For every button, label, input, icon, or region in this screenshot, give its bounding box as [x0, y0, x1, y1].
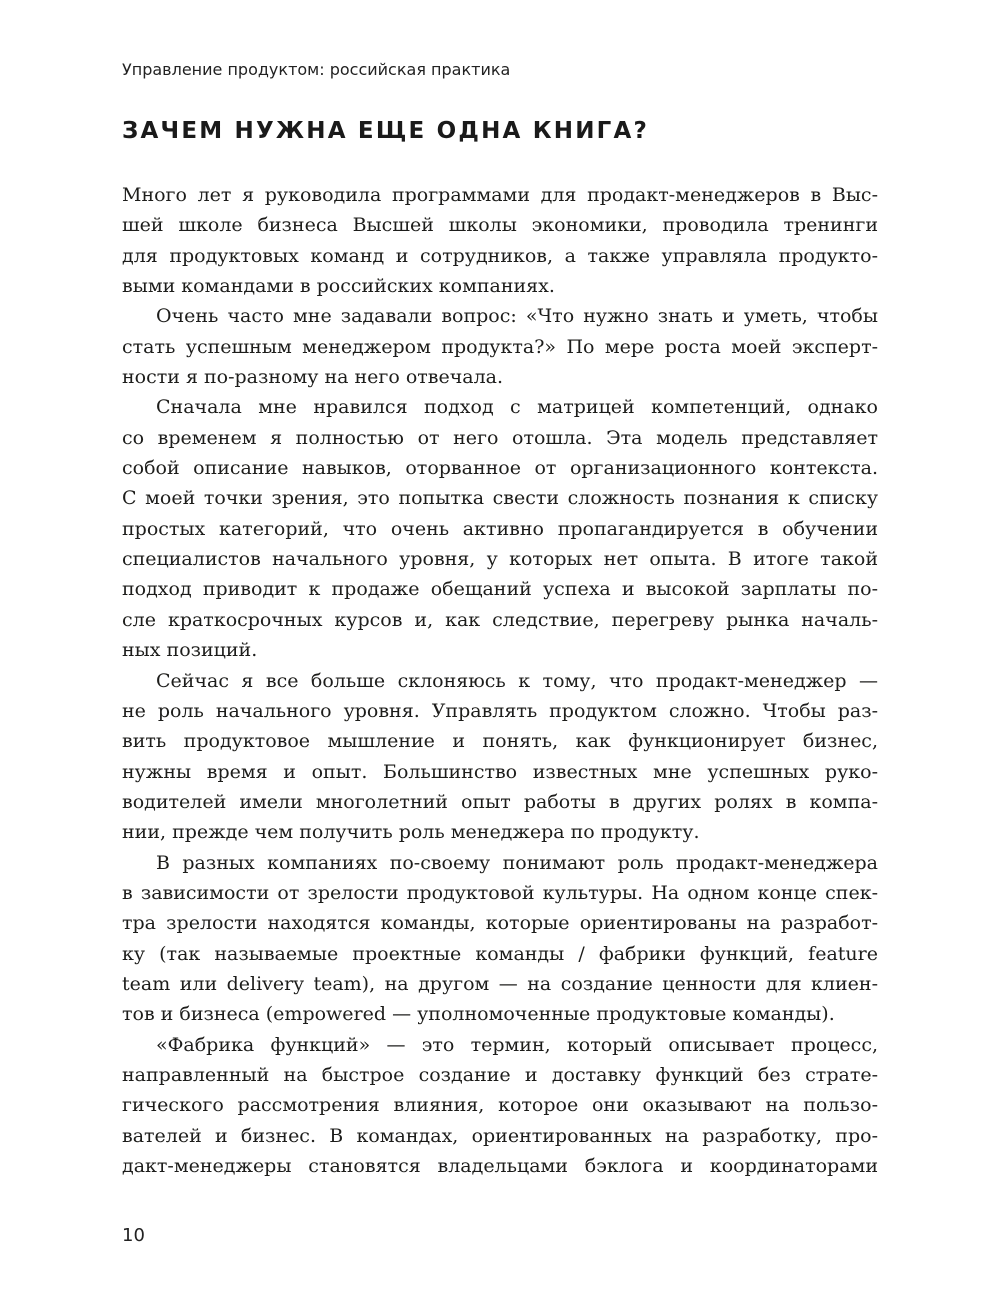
text-line: вить продуктовое мышление и понять, как функционирует бизнес,: [122, 730, 878, 753]
text-line: подход приводит к продаже обещаний успеха и высокой зарплаты по-: [122, 578, 878, 601]
text-line: С моей точки зрения, это попытка свести сложность познания к списку: [122, 487, 878, 510]
text-line: простых категорий, что очень активно пропагандируется в обучении: [122, 517, 878, 540]
text-line: для продуктовых команд и сотрудников, а также управляла продукто-: [122, 244, 878, 267]
text-line: Очень часто мне задавали вопрос: «Что нужно знать и уметь, чтобы: [156, 305, 878, 328]
text-line: дакт-менеджеры становятся владельцами бэклога и координаторами: [122, 1155, 878, 1177]
running-header: Управление продуктом: российская практика: [122, 60, 511, 79]
text-line: водителей имели многолетний опыт работы в других ролях в компа-: [122, 790, 878, 813]
text-line: сле краткосрочных курсов и, как следствие, перегреву рынка началь-: [122, 608, 878, 631]
text-line: вателей и бизнес. В командах, ориентированных на разработку, про-: [122, 1124, 878, 1147]
text-line: ных позиций.: [122, 639, 258, 662]
text-line: нужны время и опыт. Большинство известных мне успешных руко-: [122, 760, 878, 783]
text-line: специалистов начального уровня, у которых нет опыта. В итоге такой: [122, 548, 878, 571]
section-title: ЗАЧЕМ НУЖНА ЕЩЕ ОДНА КНИГА?: [122, 118, 650, 144]
paragraph: [122, 301, 878, 392]
text-line: тов и бизнеса (empowered — уполномоченные продуктовые команды).: [122, 1003, 835, 1026]
text-line: выми командами в российских компаниях.: [122, 275, 555, 298]
paragraph: [122, 848, 878, 1030]
text-line: направленный на быстрое создание и доставку функций без страте-: [122, 1063, 878, 1086]
text-line: Сейчас я все больше склоняюсь к тому, что продакт-менеджер —: [156, 669, 878, 692]
text-line: team или delivery team), на другом — на создание ценности для клиен-: [122, 972, 878, 995]
paragraph: [122, 666, 878, 848]
text-line: тра зрелости находятся команды, которые ориентированы на разработ-: [122, 912, 878, 935]
text-line: в зависимости от зрелости продуктовой культуры. На одном конце спек-: [122, 881, 878, 904]
text-line: ку (так называемые проектные команды / фабрики функций, feature: [122, 942, 878, 965]
text-line: стать успешным менеджером продукта?» По мере роста моей эксперт-: [122, 335, 878, 358]
text-line: шей школе бизнеса Высшей школы экономики, проводила тренинги: [122, 214, 878, 237]
text-line: Сначала мне нравился подход с матрицей компетенций, однако: [156, 396, 878, 419]
text-line: «Фабрика функций» — это термин, который описывает процесс,: [156, 1033, 878, 1056]
text-line: собой описание навыков, оторванное от организационного контекста.: [122, 457, 878, 480]
text-line: не роль начального уровня. Управлять продуктом сложно. Чтобы раз-: [122, 699, 878, 722]
paragraph: [122, 392, 878, 665]
text-line: В разных компаниях по-своему понимают роль продакт-менеджера: [156, 851, 878, 874]
page-number: 10: [122, 1225, 145, 1246]
body-text: [122, 180, 878, 1181]
paragraph: [122, 1030, 878, 1182]
text-line: ности я по-разному на него отвечала.: [122, 366, 504, 389]
text-line: Много лет я руководила программами для продакт-менеджеров в Выс-: [122, 184, 878, 206]
text-line: гического рассмотрения влияния, которое они оказывают на пользо-: [122, 1094, 878, 1117]
paragraph: [122, 180, 878, 301]
text-line: со временем я полностью от него отошла. Эта модель представляет: [122, 426, 878, 449]
text-line: нии, прежде чем получить роль менеджера по продукту.: [122, 821, 700, 844]
